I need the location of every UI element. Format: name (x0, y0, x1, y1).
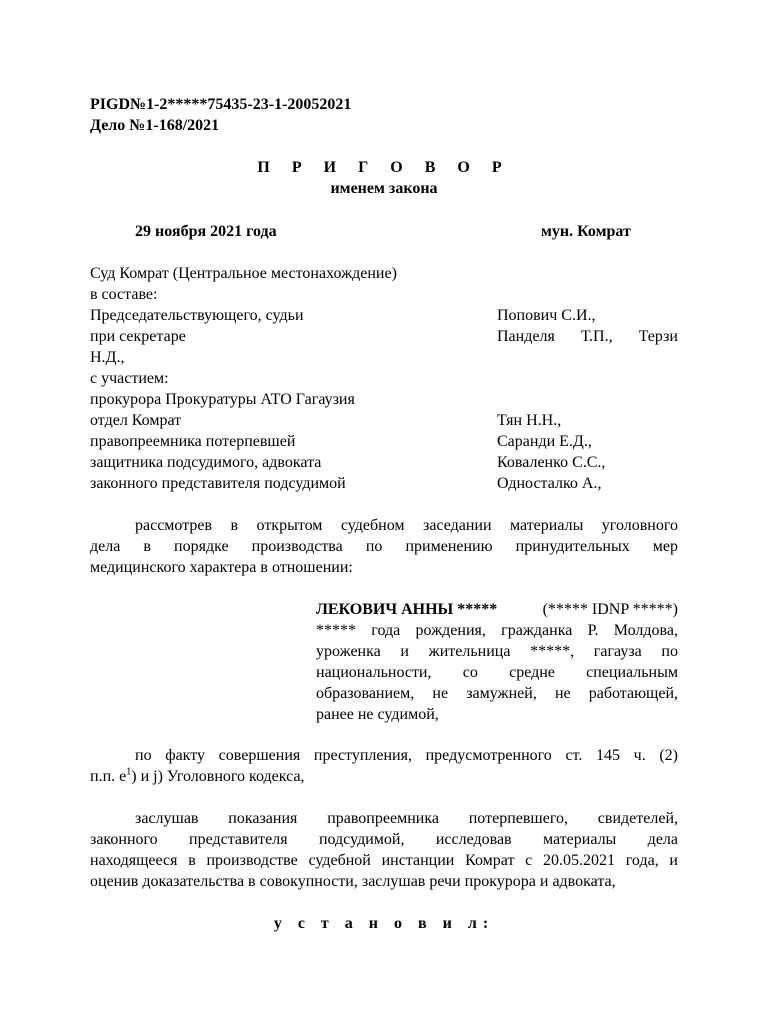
crime-article-part: п.п. е (90, 768, 127, 785)
case-number: Дело №1-168/2021 (90, 117, 220, 134)
pigd-number: PIGD№1-2*****75435-23-1-20052021 (90, 96, 352, 113)
paragraph-crime-line: по факту совершения преступления, предусмотренного ст. 145 ч. (2) (135, 747, 678, 764)
party-role-defender: защитника подсудимого, адвоката (90, 454, 322, 471)
accused-details-line: уроженка и жительница *****, гагауза по (316, 643, 678, 660)
party-name-representative: Односталко А., (497, 475, 602, 492)
paragraph-considered-line: дела в порядке производства по применению принудительных мер (90, 538, 678, 555)
accused-details-line: образованием, не замужней, не работающей, (316, 685, 678, 702)
accused-name: ЛЕКОВИЧ АННЫ ***** (316, 601, 498, 618)
paragraph-crime-line (90, 766, 305, 787)
party-role-representative: законного представителя подсудимой (90, 475, 346, 492)
party-name-defender: Коваленко С.С., (497, 454, 606, 471)
accused-name-line (316, 599, 678, 620)
accused-idnp: (***** IDNP *****) (542, 601, 678, 618)
secretary-name-continuation: Н.Д., (90, 349, 125, 366)
party-name-judge: Попович С.И., (497, 307, 596, 324)
secretary-name-part: Панделя (497, 328, 555, 345)
section-established: у с т а н о в и л: (273, 915, 495, 932)
crime-article-part: ) и j) Уголовного кодекса, (131, 768, 305, 785)
paragraph-heard-line: оценив доказательства в совокупности, заслушав речи прокурора и адвоката, (90, 873, 616, 890)
secretary-name-part: Терзи (638, 328, 678, 345)
document-title: П Р И Г О В О Р (257, 159, 511, 176)
accused-details-line: национальности, со средне специальным (316, 664, 678, 681)
paragraph-heard-line: законного представителя подсудимой, исследовав материалы дела (90, 831, 678, 848)
party-role-secretary: при секретаре (90, 328, 186, 345)
party-role-participation: с участием: (90, 370, 169, 387)
court-composition: в составе: (90, 286, 158, 303)
court-name: Суд Комрат (Центральное местонахождение) (90, 265, 397, 282)
accused-details-line: ***** года рождения, гражданка Р. Молдова, (316, 622, 678, 639)
secretary-name-part: Т.П., (580, 328, 613, 345)
paragraph-heard-line: заслушав показания правопреемника потерпевшего, свидетелей, (135, 810, 678, 827)
party-role-department: отдел Комрат (90, 412, 182, 429)
party-role-judge: Председательствующего, судьи (90, 307, 304, 324)
verdict-date: 29 ноября 2021 года (135, 223, 277, 240)
party-role-successor: правопреемника потерпевшей (90, 433, 296, 450)
document-subtitle: именем закона (330, 180, 438, 197)
accused-details-line: ранее не судимой, (316, 706, 439, 723)
verdict-place: мун. Комрат (541, 223, 631, 240)
paragraph-considered-line: медицинского характера в отношении: (90, 559, 353, 576)
party-role-prosecutor: прокурора Прокуратуры АТО Гагаузия (90, 391, 355, 408)
party-name-secretary (497, 326, 678, 347)
crime-article-superscript: 1 (126, 766, 132, 778)
party-name-prosecutor: Тян Н.Н., (497, 412, 562, 429)
paragraph-heard-line: находящееся в производстве судебной инстанции Комрат с 20.05.2021 года, и (90, 852, 678, 869)
paragraph-considered-line: рассмотрев в открытом судебном заседании материалы уголовного (135, 517, 678, 534)
party-name-successor: Саранди Е.Д., (497, 433, 592, 450)
